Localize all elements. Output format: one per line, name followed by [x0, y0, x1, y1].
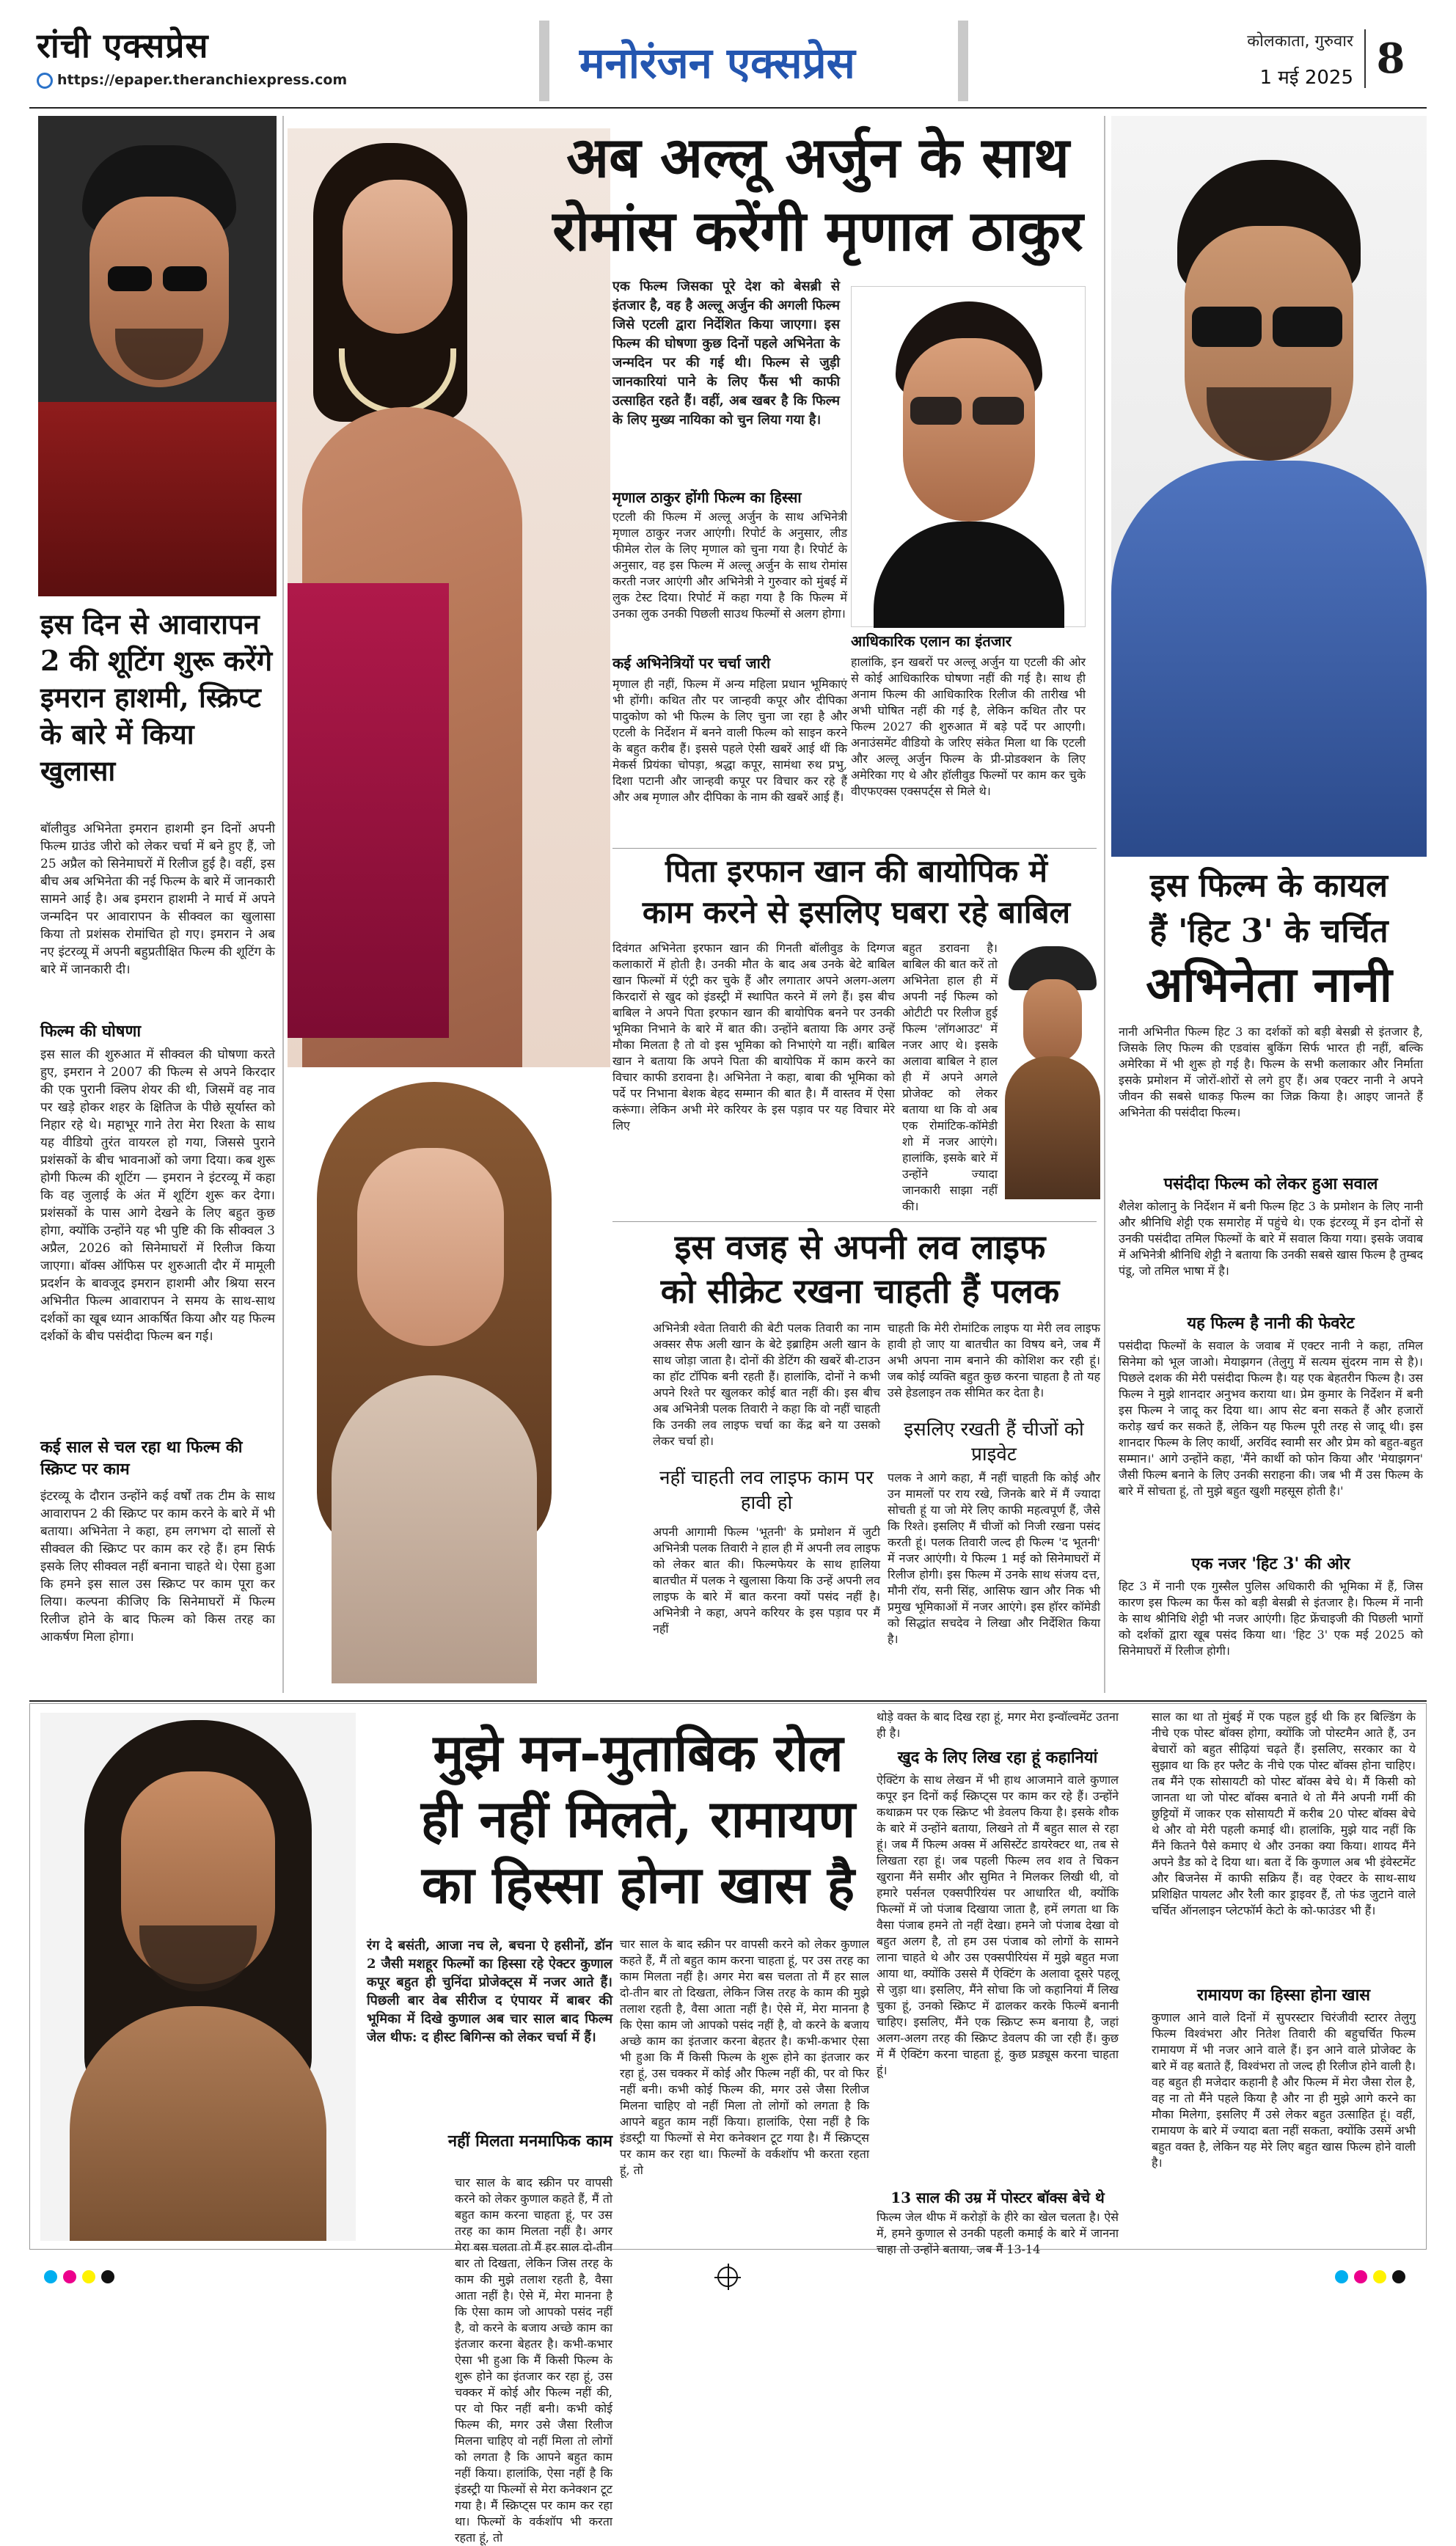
babil-body-1: दिवंगत अभिनेता इरफान खान की गिनती बॉलीवुड के दिग्गज कलाकारों में होती है। उनकी मौत के बाद अब उनके बेटे बाबिल खान फिल्मों में एंट्री कर चुके हैं और लगातार अपने अलग-अलग किरदारों से खुद को इंडस्ट्री में स्थापित करने में लगे हैं। इस बीच बाबिल ने अपने पिता इरफान खान की बायोपिक बनने पर उनकी भूमिका निभाने के बारे में बात की। उन्होंने बताया कि अगर उन्हें मौका मिलता है तो वो इस भूमिका को निभाएंगे या नहीं। बाबिल खान ने बताया कि अपने पिता की बायोपिक में काम करने का विचार काफी डरावना है। अभिनेता ने कहा, बाबा की भूमिका को पर्दे पर निभाना बेशक बेहद सम्मान की बात है। मैं वास्तव में ऐसा करूंगा। लेकिन अभी मेरे करियर के इस पड़ाव पर यह विचार मेरे लिए	[612, 941, 895, 1133]
cyan-dot	[1335, 2270, 1348, 2283]
column-divider-right	[1104, 116, 1105, 1693]
cyan-dot	[44, 2270, 57, 2283]
imran-body-3: इंटरव्यू के दौरान उन्होंने कई वर्षों तक टीम के साथ आवारापन 2 की स्क्रिप्ट पर काम करने के बारे में भी बताया। अभिनेता ने कहा, हम लगभग दो सालों से सीक्वल की स्क्रिप्ट पर काम कर रहे हैं। हम सिर्फ इसके लिए सीक्वल नहीं बनाना चाहते थे। ऐसा हुआ कि हमने इस साल उस स्क्रिप्ट पर काम पूरा कर लिया। कल्पना कीजिए कि सिनेमाघरों में फिल्म रिलीज होने के बाद फिल्म को किस तरह का आकर्षण मिला होगा।	[40, 1489, 275, 1645]
kunal-body-2: थोड़े वक्त के बाद दिख रहा हूं, मगर मेरा इन्वॉल्वमेंट उतना ही है।	[877, 1710, 1119, 1740]
nani-headline-line-3: अभिनेता नानी	[1146, 956, 1392, 1013]
main-subhead-1: मृणाल ठाकुर होंगी फिल्म का हिस्सा	[612, 489, 802, 506]
kunal-subhead-2: खुद के लिए लिख रहा हूं कहानियां	[897, 1748, 1098, 1767]
nani-photo	[1111, 116, 1427, 857]
registration-mark-icon	[717, 2267, 738, 2287]
palak-body-1: अभिनेत्री श्वेता तिवारी की बेटी पलक तिवारी का नाम अक्सर सैफ अली खान के बेटे इब्राहिम अली खान के साथ जोड़ा जाता है। दोनों की डेटिंग की खबरें बी-टाउन का हॉट टॉपिक बनी रहती हैं। हालांकि, दोनों ने कभी अपने रिश्ते पर खुलकर कोई बात नहीं की। इस बीच अब अभिनेत्री पलक तिवारी ने कहा कि वो नहीं चाहती कि उनकी लव लाइफ चर्चा का केंद्र बने या उसको लेकर चर्चा हो।	[653, 1321, 880, 1448]
mrunal-thakur-photo	[288, 128, 610, 1067]
nani-subhead-1: पसंदीदा फिल्म को लेकर हुआ सवाल	[1163, 1174, 1378, 1193]
imran-body-2: इस साल की शुरुआत में सीक्वल की घोषणा करते हुए, इमरान ने 2007 की फिल्म से अपने किरदार की एक पुरानी क्लिप शेयर की थी, जिसमें वह नाव पर खड़े होकर शहर के क्षितिज के पीछे सूर्यास्त को निहार रहे थे। महाभूर गाने तेरा मेरा रिश्ता के साथ यह वीडियो तुरंत वायरल हो गया, जिससे पुराने प्रशंसकों के बीच भावनाओं को जगा दिया। कब शुरू होगी फिल्म की शूटिंग — इमरान ने इंटरव्यू में कहा कि वह जुलाई के अंत में शूटिंग शुरू कर देगा। प्रशंसकों के पास आगे देखने के लिए बहुत कुछ होगा, क्योंकि उन्होंने यह भी पुष्टि की कि सीक्वल 3 अप्रैल, 2026 को सिनेमाघरों में रिलीज किया जाएगा। बॉक्स ऑफिस पर शुरुआती दौर में मामूली प्रदर्शन के बावजूद इमरान हाशमी और श्रिया सरन अभिनीत फिल्म आवारापन ने समय के साथ-साथ दर्शकों का खूब ध्यान आकर्षित किया और यह फिल्म दर्शकों के बीच पसंदीदा फिल्म बन गई।	[40, 1047, 275, 1344]
kunal-headline-line-2: ही नहीं मिलते, रामायण	[420, 1788, 856, 1849]
kunal-body-4: फिल्म जेल थीफ में करोड़ों के हीरे का खेल चलता है। ऐसे में, हमने कुणाल से उनकी पहली कमाई के बारे में जानना चाहा तो उन्होंने बताया, जब मैं 13-14	[877, 2210, 1119, 2256]
dateline-city-day: कोलकाता, गुरुवार	[1247, 32, 1353, 51]
kunal-subhead-3: 13 साल की उम्र में पोस्टर बॉक्स बेचे थे	[890, 2189, 1105, 2206]
kunal-intro: रंग दे बसंती, आजा नच ले, बचना ऐ हसीनों, डॉन 2 जैसी मशहूर फिल्मों का हिस्सा रहे ऐक्टर कुणाल कपूर बहुत ही चुनिंदा प्रोजेक्ट्स में नजर आते हैं। पिछली बार वेब सीरीज द एंपायर में बाबर की भूमिका में दिखे कुणाल अब चार साल बाद फिल्म जेल थीफ: द हीस्ट बिगिन्स को लेकर चर्चा में हैं।	[367, 1938, 612, 2045]
column-divider-left	[282, 116, 284, 1693]
main-headline-line-2: रोमांस करेंगी मृणाल ठाकुर	[552, 198, 1083, 263]
imran-headline: इस दिन से आवारापन 2 की शूटिंग शुरू करेंगे इमरान हाशमी, स्क्रिप्ट के बारे में किया खुलासा	[40, 607, 273, 787]
kunal-headline-line-1: मुझे मन-मुताबिक रोल	[433, 1722, 844, 1783]
imran-body-1: बॉलीवुड अभिनेता इमरान हाशमी इन दिनों अपनी फिल्म ग्राउंड जीरो को लेकर चर्चा में बने हुए हैं, जो 25 अप्रैल को सिनेमाघरों में रिलीज हुई है। वहीं, इस बीच अब अभिनेता की नई फिल्म के बारे में जानकारी सामने आई है। अब इमरान हाशमी ने मार्च में अपने जन्मदिन पर आवारापन के सीक्वल का खुलासा किया तो प्रशंसक रोमांचित हो गए। इमरान ने अब नए इंटरव्यू में अपनी बहुप्रतीक्षित फिल्म की शूटिंग के बारे में जानकारी दी।	[40, 822, 275, 977]
main-body-3: हालांकि, इन खबरों पर अल्लू अर्जुन या एटली की ओर से कोई आधिकारिक घोषणा नहीं की गई है। साथ ही अनाम फिल्म की आधिकारिक रिलीज की तारीख भी अभी घोषित नहीं की गई है, लेकिन कथित तौर पर फिल्म 2027 की शुरुआत में बड़े पर्दे पर आएगी। अनाउंसमेंट वीडियो के जरिए संकेत मिला था कि एटली और अल्लू अर्जुन फिल्म के प्री-प्रोडक्शन के लिए अमेरिका गए थे और हॉलीवुड फिल्मों पर काम कर चुके वीएफएक्स एक्सपर्ट्स से मिले थे।	[851, 655, 1086, 798]
main-body-2: मृणाल ही नहीं, फिल्म में अन्य महिला प्रधान भूमिकाएं भी होंगी। कथित तौर पर जान्हवी कपूर और दीपिका पादुकोण को भी फिल्म के लिए चुना जा रहा है और एटली के निर्देशन में बनने वाली फिल्म को साइन करने के बहुत करीब हैं। इससे पहले ऐसी खबरें आई थीं कि मेकर्स प्रियंका चोपड़ा, श्रद्धा कपूर, सामंथा रुथ प्रभु, दिशा पटानी और जान्हवी कपूर पर विचार कर रहे हैं और अब मृणाल और दीपिका के नाम की खबरें आई हैं।	[612, 677, 847, 804]
palak-subhead-2: इसलिए रखती हैं चीजों को प्राइवेट	[904, 1419, 1084, 1466]
nani-subhead-3: एक नजर 'हिट 3' की ओर	[1191, 1554, 1350, 1573]
kunal-headline-line-3: का हिस्सा होना खास है	[421, 1854, 855, 1915]
kunal-kapoor-photo	[40, 1713, 356, 2241]
bottom-section-divider	[29, 1700, 1427, 1702]
dateline-date: 1 मई 2025	[1259, 67, 1353, 89]
nani-body-3: पसंदीदा फिल्मों के सवाल के जवाब में एक्टर नानी ने कहा, तमिल सिनेमा को भूल जाओ। मेयाझगन (तेलुगु में सत्यम सुंदरम नाम से है)। पिछले दशक की मेरी पसंदीदा फिल्म है। यह एक बेहतरीन फिल्म है। उस फिल्म ने मुझे शानदार अनुभव कराया था। प्रेम कुमार के निर्देशन में बनी इस फिल्म ने जादू कर दिया था। आप सेट बना सकते हैं और हजारों करोड़ खर्च कर सकते हैं, लेकिन यह फिल्म पूरी तरह से जादू थी। इस शानदार फिल्म के लिए कार्थी, अरविंद स्वामी सर और प्रेम को बहुत-बहुत सम्मान।' आगे उन्होंने कहा, 'मैंने कार्थी को फोन किया और 'मेयाझगन' जैसी फिल्म बनाने के लिए उनकी सराहना की। जब भी मैं उस फिल्म के बारे में सोचता हूं, तो मुझे बहुत खुशी महसूस होती है।'	[1119, 1339, 1423, 1498]
babil-top-divider	[612, 848, 1097, 849]
allu-arjun-photo	[851, 286, 1086, 627]
nani-headline-line-1: इस फिल्म के कायल	[1150, 867, 1388, 904]
kunal-body-5: साल का था तो मुंबई में एक पहल हुई थी कि हर बिल्डिंग के नीचे एक पोस्ट बॉक्स होगा, क्योंकि जो पोस्टमैन आते हैं, उन बेचारों को बहुत सीढ़ियां चढ़ते हैं। इसलिए, सरकार का ये सुझाव था कि हर फ्लैट के नीचे एक पोस्ट बॉक्स होना चाहिए। तब मैंने एक सोसायटी को पोस्ट बॉक्स बेचे थे। मैं किसी को जानता था जो पोस्ट बॉक्स बनाते थे तो मैंने अपनी गर्मी की छुट्टियों में जाकर एक सोसायटी में करीब 20 पोस्ट बॉक्स बेचे थे और वो मेरी पहली कमाई थी। हालांकि, मुझे याद नहीं कि मैंने कितने पैसे कमाए थे और उनका क्या किया। शायद मैंने अपने डैड को दे दिया था। बता दें कि कुणाल अब भी इंवेस्टमेंट और बिजनेस में काफी सक्रिय हैं। वह ऐक्टर के साथ-साथ प्रशिक्षित पायलट और रैली कार ड्राइवर हैं, तो फंड जुटाने वाले चर्चित ऑनलाइन प्लेटफॉर्म केटो के को-फाउंडर भी हैं।	[1152, 1710, 1416, 1917]
yellow-dot	[82, 2270, 95, 2283]
babil-headline-line-2: काम करने से इसलिए घबरा रहे बाबिल	[642, 894, 1071, 930]
kunal-subhead-4: रामायण का हिस्सा होना खास	[1196, 1986, 1371, 2005]
imran-hashmi-photo	[38, 116, 277, 596]
main-subhead-3: आधिकारिक एलान का इंतजार	[851, 632, 1011, 650]
palak-subhead-1: नहीं चाहती लव लाइफ काम पर हावी हो	[659, 1467, 874, 1514]
babil-body-2: बहुत डरावना है। बाबिल की बात करें तो अभिनेता हाल ही में अपनी नई फिल्म को ओटीटी पर रिलीज हुई फिल्म 'लॉगआउट' में नजर आए थे। इसके अलावा बाबिल ने हाल ही में अपने अगले प्रोजेक्ट को लेकर बताया था कि वो अब एक रोमांटिक-कॉमेडी शो में नजर आएंगे। हालांकि, इसके बारे में उन्होंने ज्यादा जानकारी साझा नहीं की।	[902, 941, 998, 1213]
kunal-subhead-1: नहीं मिलता मनमाफिक काम	[447, 2132, 612, 2151]
kunal-body-1-start: चार साल के बाद स्क्रीन पर वापसी करने को लेकर कुणाल कहते हैं, मैं तो बहुत काम करना चाहता हूं, पर उस तरह का काम मिलता नहीं है। अगर मेरा बस चलता तो मैं हर साल दो-तीन बार तो दिखता, लेकिन जिस तरह के काम की मुझे तलाश रहती है, वैसा आता नहीं है। ऐसे में, मेरा मानना है कि ऐसा काम जो आपको पसंद नहीं है, वो करने के बजाय अच्छे काम का इंतजार करना बेहतर है। कभी-कभार ऐसा भी हुआ कि मैं किसी फिल्म के शुरू होने का इंतजार कर रहा हूं, उस चक्कर में कोई और फिल्म नहीं की, पर वो फिर नहीं बनी। कभी कोई फिल्म की, मगर उसे जैसा रिलीज मिलना चाहिए वो नहीं मिला तो लोगों को लगता है कि आपने बहुत काम नहीं किया। हालांकि, ऐसा नहीं है कि इंडस्ट्री या फिल्मों से मेरा कनेक्शन टूट गया है। मैं स्क्रिप्ट्स पर काम कर रहा था। फिल्मों के वर्कशॉप भी करता रहता हूं, तो	[455, 2176, 612, 2545]
palak-body-3: चाहती कि मेरी रोमांटिक लाइफ या मेरी लव लाइफ हावी हो जाए या बातचीत का विषय बने, जब मैं अभी अपना नाम बनाने की कोशिश कर रही हूं। जब कोई व्यक्ति बहुत कुछ करना चाहता है तो यह उसे हेडलाइन तक सीमित कर देता है।	[888, 1321, 1100, 1400]
nani-body-4: हिट 3 में नानी एक गुस्सैल पुलिस अधिकारी की भूमिका में हैं, जिस कारण इस फिल्म का फैंस को बड़ी बेसब्री से इंतजार है। फिल्म में नानी के साथ श्रीनिधि शेट्टी भी नजर आएंगी। हिट फ्रेंचाइजी की पिछली भागों को दर्शकों द्वारा खूब पसंद किया था। 'हिट 3' एक मई 2025 को सिनेमाघरों में रिलीज होगी।	[1119, 1579, 1423, 1658]
main-body-1: एटली की फिल्म में अल्लू अर्जुन के साथ अभिनेत्री मृणाल ठाकुर नजर आएंगी। रिपोर्ट के अनुसार, लीड फीमेल रोल के लिए मृणाल को चुना गया है। रिपोर्ट के अनुसार, वह इस फिल्म में अल्लू अर्जुन के साथ रोमांस करती नजर आएंगी और अभिनेत्री ने गुरुवार को मुंबई में लुक टेस्ट दिया। रिपोर्ट में कहा गया है कि फिल्म में उनका लुक उनकी पिछली साउथ फिल्मों से अलग होगा।	[612, 510, 847, 621]
babil-khan-photo	[1005, 946, 1100, 1199]
epaper-url-link[interactable]	[37, 72, 347, 89]
kunal-body-1: चार साल के बाद स्क्रीन पर वापसी करने को लेकर कुणाल कहते हैं, मैं तो बहुत काम करना चाहता हूं, पर उस तरह का काम मिलता नहीं है। अगर मेरा बस चलता तो मैं हर साल दो-तीन बार तो दिखता, लेकिन जिस तरह के काम की मुझे तलाश रहती है, वैसा आता नहीं है। ऐसे में, मेरा मानना है कि ऐसा काम जो आपको पसंद नहीं है, वो करने के बजाय अच्छे काम का इंतजार करना बेहतर है। कभी-कभार ऐसा भी हुआ कि मैं किसी फिल्म के शुरू होने का इंतजार कर रहा हूं, उस चक्कर में कोई और फिल्म नहीं की, पर वो फिर नहीं बनी। कभी कोई फिल्म की, मगर उसे जैसा रिलीज मिलना चाहिए वो नहीं मिला तो लोगों को लगता है कि आपने बहुत काम नहीं किया। हालांकि, ऐसा नहीं है कि इंडस्ट्री या फिल्मों से मेरा कनेक्शन टूट गया है। मैं स्क्रिप्ट्स पर काम कर रहा था। फिल्मों के वर्कशॉप भी करता रहता हूं, तो	[620, 1937, 869, 2177]
main-intro: एक फिल्म जिसका पूरे देश को बेसब्री से इंतजार है, वह है अल्लू अर्जुन की अगली फिल्म जिसे एटली द्वारा निर्देशित किया जाएगा। इस फिल्म की घोषणा कुछ दिनों पहले अभिनेता के जन्मदिन पर की गई थी। फिल्म से जुड़ी जानकारियां पाने के लिए फैंस भी काफी उत्साहित रहते हैं। वहीं, अब खबर है कि फिल्म के लिए मुख्य नायिका को चुन लिया गया है।	[612, 279, 840, 428]
kunal-body-6: कुणाल आने वाले दिनों में सुपरस्टार चिरंजीवी स्टारर तेलुगु फिल्म विश्वंभरा और नितेश तिवारी की बहुचर्चित फिल्म रामायण में भी नजर आने वाले हैं। इन आने वाले प्रोजेक्ट के बारे में वह बताते हैं, विश्वंभरा तो जल्द ही रिलीज होने वाली है। वह बहुत ही मजेदार कहानी है और फिल्म में मेरा जैसा रोल है, वह ना तो मैंने पहले किया है और ना ही मुझे आगे करने का मौका मिलेगा, इसलिए मैं उसे लेकर बहुत उत्साहित हूं। वहीं, रामायण के बारे में ज्यादा बता नहीं सकता, क्योंकि उसमें अभी बहुत वक्त है, लेकिन यह मेरे लिए बहुत खास फिल्म होने वाली है।	[1152, 2011, 1416, 2170]
section-title: मनोरंजन एक्सप्रेस	[579, 38, 855, 88]
nani-headline-line-2: हैं 'हिट 3' के चर्चित	[1149, 912, 1389, 950]
palak-headline-line-1: इस वजह से अपनी लव लाइफ	[674, 1227, 1046, 1267]
palak-body-4: पलक ने आगे कहा, मैं नहीं चाहती कि कोई और उन मामलों पर राय रखे, जिनके बारे में मैं ज्यादा सोचती हूं या जो मेरे लिए काफी महत्वपूर्ण हैं, जैसे कि रिश्ते। इसलिए मैं चीजों को निजी रखना पसंद करती हूं। पलक तिवारी जल्द ही फिल्म 'द भूतनी' में नजर आएंगी। ये फिल्म 1 मई को सिनेमाघरों में रिलीज होगी। इस फिल्म में उनके साथ संजय दत्त, मौनी रॉय, सनी सिंह, आसिफ खान और निक भी प्रमुख भूमिकाओं में नजर आएंगे। इस हॉरर कॉमेडी को सिद्धांत सचदेव ने लिखा और निर्देशित किया है।	[888, 1471, 1100, 1646]
palak-headline-line-2: को सीक्रेट रखना चाहती हैं पलक	[660, 1271, 1060, 1311]
page-number: 8	[1364, 29, 1416, 88]
imran-subhead-2: कई साल से चल रहा था फिल्म की स्क्रिप्ट पर काम	[40, 1438, 243, 1479]
newspaper-logo: रांची एक्सप्रेस	[37, 26, 209, 65]
globe-icon	[37, 73, 53, 89]
magenta-dot	[63, 2270, 76, 2283]
nani-body-1: नानी अभिनीत फिल्म हिट 3 का दर्शकों को बड़ी बेसब्री से इंतजार है, जिसके लिए फिल्म की एडवांस बुकिंग सिर्फ भारत ही नहीं, बल्कि अमेरिका में भी शुरू हो गई है। फिल्म के सभी कलाकार और निर्माता इसके प्रमोशन में जोरों-शोरों से लगे हुए हैं। अब एक्टर नानी ने अपने जीवन की सबसे धाकड़ फिल्म का जिक्र किया है। आइए जानते हैं अभिनेता की पसंदीदा फिल्म।	[1119, 1025, 1423, 1119]
palak-top-divider	[612, 1221, 1097, 1222]
masthead-divider	[29, 107, 1427, 109]
palak-body-2: अपनी आगामी फिल्म 'भूतनी' के प्रमोशन में जुटी अभिनेत्री पलक तिवारी ने हाल ही में अपनी लव लाइफ को लेकर बात की। फिल्मफेयर के साथ हालिया बातचीत में पलक ने खुलासा किया कि उन्हें अपनी लव लाइफ के बारे में बात करना क्यों पसंद नहीं है। अभिनेत्री ने कहा, अपने करियर के इस पड़ाव पर मैं नहीं	[653, 1525, 880, 1636]
black-dot	[1392, 2270, 1405, 2283]
palak-tiwari-photo	[288, 1067, 610, 1698]
main-headline-line-1: अब अल्लू अर्जुन के साथ	[566, 125, 1069, 190]
babil-headline-line-1: पिता इरफान खान की बायोपिक में	[665, 853, 1047, 889]
black-dot	[101, 2270, 114, 2283]
magenta-dot	[1354, 2270, 1367, 2283]
epaper-url-text: https://epaper.theranchiexpress.com	[57, 72, 348, 88]
kunal-body-3: ऐक्टिंग के साथ लेखन में भी हाथ आजमाने वाले कुणाल कपूर इन दिनों कई स्क्रिप्ट्स पर काम कर रहे हैं। उन्होंने कथाक्रम पर एक स्क्रिप्ट भी डेवलप किया है। इसके शौक के बारे में उन्होंने बताया, लिखने तो मैं बहुत साल से रहा हूं। जब मैं फिल्म अक्स में असिस्टेंट डायरेक्टर था, तब से लिखता रहा हूं। जब पहली फिल्म लव शव ते चिकन खुराना मैंने समीर और सुमित ने मिलकर लिखी थी, वो हमारे पर्सनल एक्सपीरियंस पर आधारित थी, क्योंकि फिल्मों में जो पंजाब दिखाया जाता है, हमें लगता था कि वैसा पंजाब हमने तो नहीं देखा। हमने जो पंजाब देखा वो बहुत अलग है, तो हम उस पंजाब को लोगों के सामने लाना चाहते थे और उस एक्सपीरियंस में मुझे बहुत मजा आया था, क्योंकि उससे मैं ऐक्टिंग के अलावा दूसरे पहलू से जुड़ा था। इसलिए, मैंने सोचा कि जो कहानियां मैं लिख चुका हूं, उनको स्क्रिप्ट में ढालकर करके फिल्में बनानी चाहिए। इसलिए, मैंने एक स्क्रिप्ट रूम बनाया है, जहां अलग-अलग तरह की स्क्रिप्ट डेवलप की जा रही हैं। कुछ में मैं ऐक्टिंग करना चाहता हूं, कुछ प्रड्यूस करना चाहता हूं।	[877, 1773, 1119, 2077]
imran-subhead-1: फिल्म की घोषणा	[40, 1022, 142, 1041]
yellow-dot	[1373, 2270, 1386, 2283]
nani-subhead-2: यह फिल्म है नानी की फेवरेट	[1187, 1314, 1355, 1333]
nani-body-2: शैलेश कोलानु के निर्देशन में बनी फिल्म हिट 3 के प्रमोशन के लिए नानी और श्रीनिधि शेट्टी एक समारोह में पहुंचे थे। एक इंटरव्यू में इन दोनों से उनकी पसंदीदा तमिल फिल्मों के बारे में सवाल किया गया। इसके जवाब में अभिनेत्री श्रीनिधि शेट्टी ने बताया कि उनकी सबसे खास फिल्म है तुम्बद पंडू, जो तमिल भाषा में है।	[1119, 1199, 1423, 1278]
main-subhead-2: कई अभिनेत्रियों पर चर्चा जारी	[612, 654, 771, 672]
